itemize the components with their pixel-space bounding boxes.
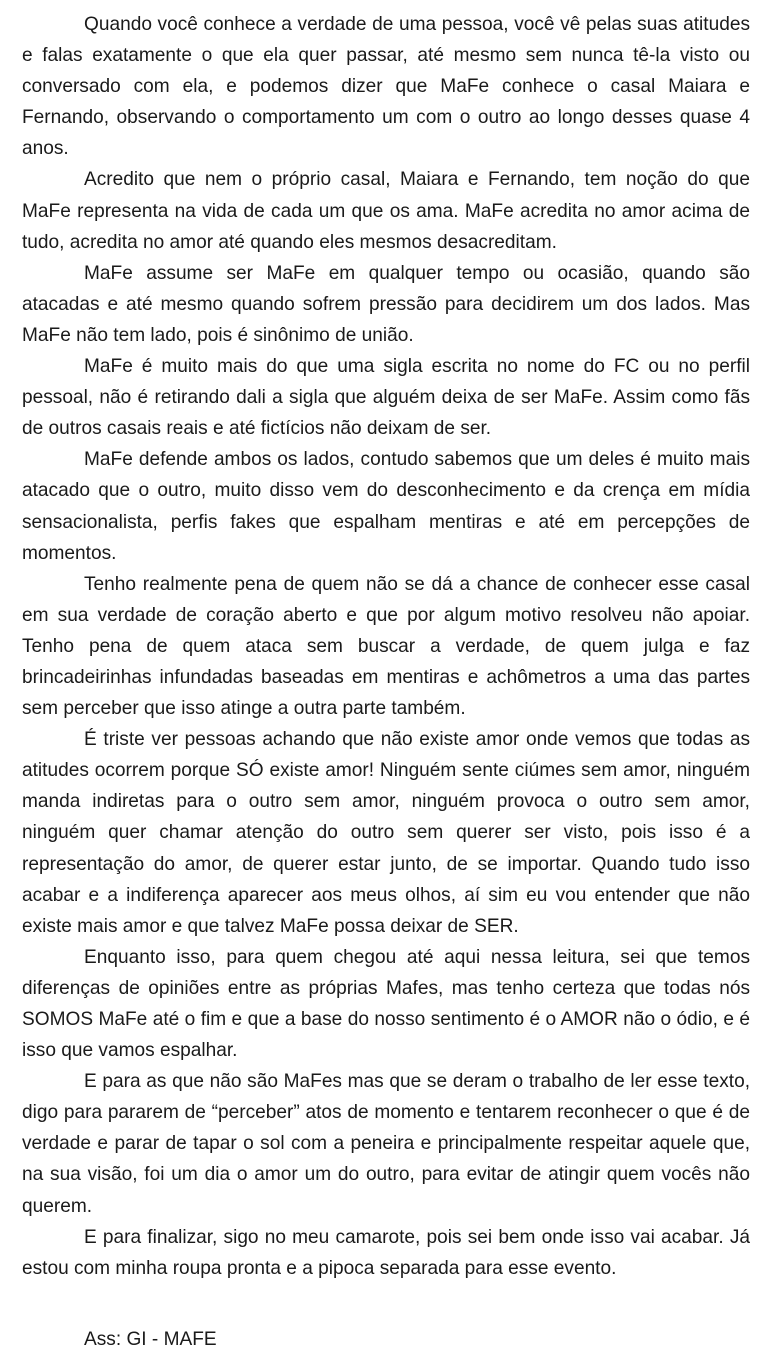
paragraph-4: MaFe é muito mais do que uma sigla escrita no nome do FC ou no perfil pessoal, não é retirando dali a sigla que alguém deixa de ser MaFe. Assim como fãs de outros casais reais e até fictícios não deixam de ser. — [22, 356, 750, 440]
paragraph-5: MaFe defende ambos os lados, contudo sabemos que um deles é muito mais atacado que o outro, muito disso vem do desconhecimento e da crença em mídia sensacionalista, perfis fakes que espalham mentiras e até em percepções de momentos. — [22, 449, 750, 564]
paragraph-7: É triste ver pessoas achando que não existe amor onde vemos que todas as atitudes ocorrem porque SÓ existe amor! Ninguém sente ciúmes sem amor, ninguém manda indiretas para o outro sem amor, ninguém provoca o outro sem amor, ninguém quer chamar atenção do outro sem querer ser visto, pois isso é a representação do amor, de querer estar junto, de se importar. Quando tudo isso acabar e a indiferença aparecer aos meus olhos, aí sim eu vou entender que não existe mais amor e que talvez MaFe possa deixar de SER. — [22, 729, 750, 937]
paragraph-9: E para as que não são MaFes mas que se deram o trabalho de ler esse texto, digo para pararem de “perceber” atos de momento e tentarem reconhecer o que é de verdade e parar de tapar o sol com a peneira e principalmente respeitar aquele que, na sua visão, foi um dia o amor um do outro, para evitar de atingir quem vocês não querem. — [22, 1071, 750, 1217]
paragraph-10: E para finalizar, sigo no meu camarote, pois sei bem onde isso vai acabar. Já estou com minha roupa pronta e a pipoca separada para esse evento. — [22, 1226, 750, 1279]
paragraph-3: MaFe assume ser MaFe em qualquer tempo ou ocasião, quando são atacadas e até mesmo quando sofrem pressão para decidirem um dos lados. Mas MaFe não tem lado, pois é sinônimo de união. — [22, 262, 750, 346]
paragraph-8: Enquanto isso, para quem chegou até aqui nessa leitura, sei que temos diferenças de opiniões entre as próprias Mafes, mas tenho certeza que todas nós SOMOS MaFe até o fim e que a base do nosso sentimento é o AMOR não o ódio, e é isso que vamos espalhar. — [22, 946, 750, 1062]
paragraph-2: Acredito que nem o próprio casal, Maiara e Fernando, tem noção do que MaFe representa na vida de cada um que os ama. MaFe acredita no amor acima de tudo, acredita no amor até quando eles mesmos desacreditam. — [22, 169, 750, 253]
paragraph-1: Quando você conhece a verdade de uma pessoa, você vê pelas suas atitudes e falas exatamente o que ela quer passar, até mesmo sem nunca tê-la visto ou conversado com ela, e podemos dizer que MaFe conhece o casal Maiara e Fernando, observando o comportamento um com o outro ao longo desses quase 4 anos. — [22, 14, 750, 160]
paragraph-6: Tenho realmente pena de quem não se dá a chance de conhecer esse casal em sua verdade de coração aberto e que por algum motivo resolveu não apoiar. Tenho pena de quem ataca sem buscar a verdade, de quem julga e faz brincadeirinhas infundadas baseadas em mentiras e achômetros a uma das partes sem perceber que isso atinge a outra parte também. — [22, 573, 750, 720]
signature: Ass: GI - MAFE — [84, 1328, 217, 1350]
